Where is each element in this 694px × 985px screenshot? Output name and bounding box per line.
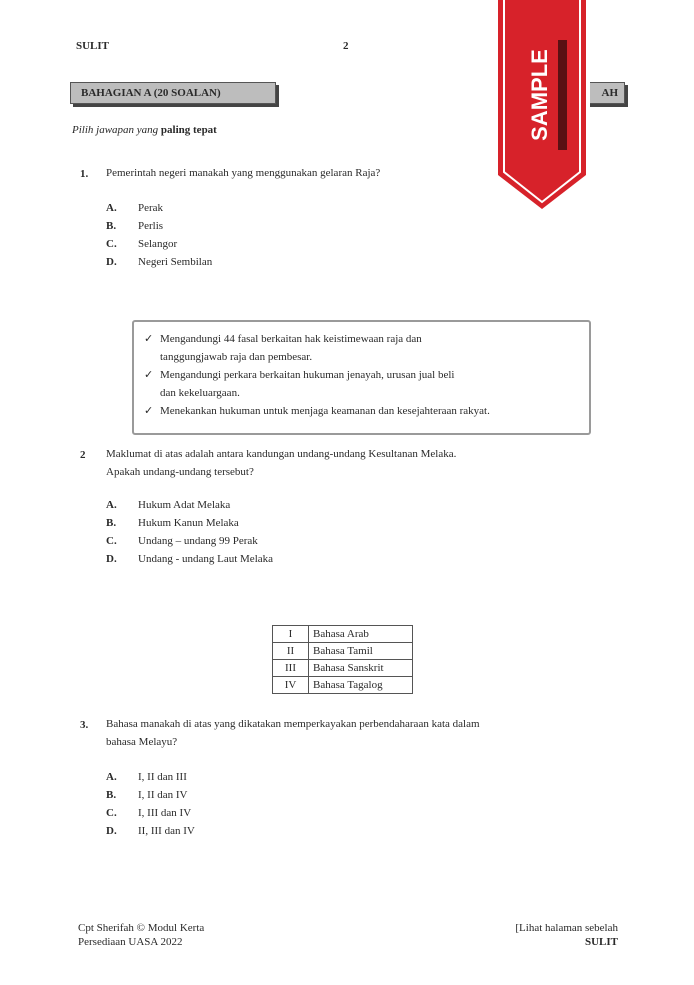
sample-ribbon [494,0,590,215]
section-title: BAHAGIAN A (20 SOALAN) [81,87,221,99]
footer-left [78,921,204,949]
option-text: Perlis [138,220,164,232]
option-text: I, II dan IV [138,789,188,801]
option-letter: D. [106,825,117,837]
option-text: Undang - undang Laut Melaka [138,553,274,565]
q2-text [106,445,456,481]
q2-box-item [144,330,579,366]
q1-text: Pemerintah negeri manakah yang menggunakan gelaran Raja? [106,167,381,179]
option-letter: B. [106,517,117,529]
ribbon-label: SAMPLE [526,49,552,141]
q2-box-item-line1: Mengandungi perkara berkaitan hukuman jenayah, urusan jual beli [160,369,455,381]
instruction-prefix: Pilih jawapan yang [72,124,159,136]
q3-option-c[interactable] [106,804,195,822]
q1-option-c[interactable] [106,235,212,253]
table-row [273,660,413,677]
footer-right-line2: SULIT [584,936,618,948]
option-text: Selangor [138,238,178,250]
table-cell-roman: IV [273,677,309,694]
option-letter: C. [106,238,117,250]
q2-text-line2: Apakah undang-undang tersebut? [106,466,254,478]
q2-box-item-line2: tanggungjawab raja dan pembesar. [160,351,313,363]
table-cell-roman: II [273,643,309,660]
q2-box-item-line1: Menekankan hukuman untuk menjaga keamanan dan kesejahteraan rakyat. [160,405,490,417]
q2-info-box [132,320,591,435]
q1-option-b[interactable] [106,217,212,235]
check-icon: ✓ [144,369,154,381]
check-icon: ✓ [144,405,154,417]
option-letter: A. [106,771,117,783]
q2-options [106,496,273,568]
option-letter: D. [106,256,117,268]
table-cell-value: Bahasa Arab [309,626,413,643]
table-cell-value: Bahasa Sanskrit [309,660,413,677]
q3-text-line1: Bahasa manakah di atas yang dikatakan memperkayakan perbendaharaan kata dalam [106,718,480,730]
q3-text-line2: bahasa Melayu? [106,736,178,748]
q2-option-b[interactable] [106,514,273,532]
q3-number: 3. [80,719,89,731]
option-text: Hukum Adat Melaka [138,499,231,511]
table-row [273,626,413,643]
footer-right-line1: [Lihat halaman sebelah [515,922,618,934]
q2-option-d[interactable] [106,550,273,568]
q2-box-item [144,402,579,420]
q3-option-a[interactable] [106,768,195,786]
q3-text [106,715,480,751]
q1-option-a[interactable] [106,199,212,217]
q1-number: 1. [80,168,89,180]
instruction-emphasis: paling tepat [160,124,217,136]
page-number: 2 [343,40,349,52]
q3-option-b[interactable] [106,786,195,804]
table-cell-roman: III [273,660,309,677]
q3-option-d[interactable] [106,822,195,840]
q2-box-item-line2: dan kekeluargaan. [160,387,240,399]
q3-language-table [272,625,413,694]
header-sulit: SULIT [76,40,110,52]
section-right-text: AH [601,87,618,99]
q2-option-c[interactable] [106,532,273,550]
footer-left-line1: Cpt Sherifah © Modul Kerta [78,922,205,934]
footer-right [498,921,618,949]
q2-number: 2 [80,449,86,461]
table-row [273,677,413,694]
option-letter: A. [106,499,117,511]
footer-left-line2: Persediaan UASA 2022 [78,936,183,948]
option-text: Hukum Kanun Melaka [138,517,239,529]
option-text: Undang – undang 99 Perak [138,535,258,547]
instruction [72,124,217,136]
q1-options [106,199,212,271]
q2-option-a[interactable] [106,496,273,514]
option-letter: A. [106,202,117,214]
option-text: II, III dan IV [138,825,195,837]
option-text: Negeri Sembilan [138,256,213,268]
sample-stripe-icon [558,40,567,150]
q2-box-item-line1: Mengandungi 44 fasal berkaitan hak keistimewaan raja dan [160,333,422,345]
option-letter: B. [106,789,117,801]
check-icon: ✓ [144,333,154,345]
option-text: I, II dan III [138,771,187,783]
option-letter: B. [106,220,117,232]
section-title-box [70,82,276,104]
option-letter: C. [106,535,117,547]
table-cell-value: Bahasa Tamil [309,643,413,660]
q1-option-d[interactable] [106,253,212,271]
q2-box-item [144,366,579,402]
table-cell-roman: I [273,626,309,643]
q3-options [106,768,195,840]
table-cell-value: Bahasa Tagalog [309,677,413,694]
table-row [273,643,413,660]
option-letter: C. [106,807,117,819]
option-text: Perak [138,202,164,214]
q2-text-line1: Maklumat di atas adalah antara kandungan undang-undang Kesultanan Melaka. [106,448,457,460]
option-letter: D. [106,553,117,565]
option-text: I, III dan IV [138,807,192,819]
